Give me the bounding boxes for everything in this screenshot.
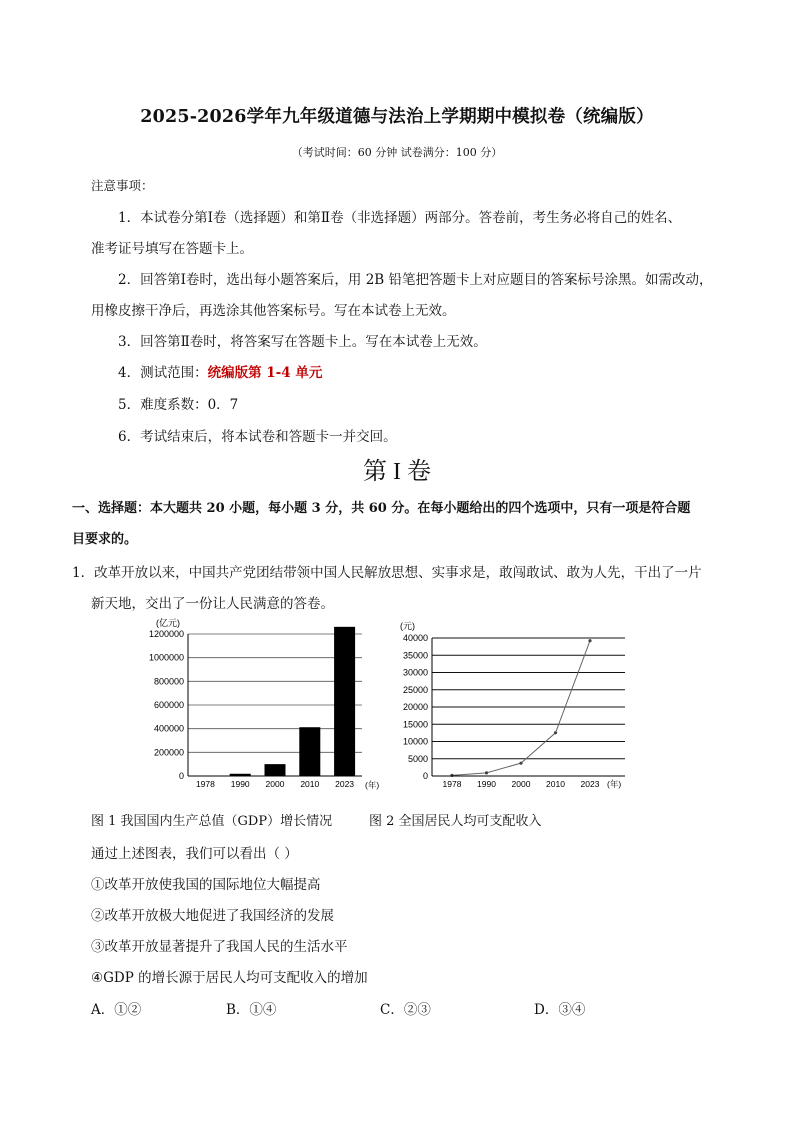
gdp-x-tick-4: 2023 — [335, 779, 355, 789]
note-1-line-2: 准考证号填写在答题卡上。 — [91, 241, 253, 257]
notes-heading: 注意事项： — [91, 178, 154, 193]
income-y-tick-6: 30000 — [402, 667, 428, 678]
gdp-y-tick-2: 400000 — [153, 723, 184, 734]
income-point-2010 — [554, 731, 557, 734]
gdp-x-tick-2: 2000 — [265, 779, 285, 789]
income-y-tick-1: 5000 — [407, 753, 428, 764]
gdp-bar-2010 — [299, 727, 320, 776]
income-y-tick-0: 0 — [422, 771, 428, 781]
income-point-2000 — [519, 762, 522, 765]
note-2-line-2: 用橡皮擦干净后，再选涂其他答案标号。写在本试卷上无效。 — [91, 303, 456, 319]
section-instruction-line-1: 一、选择题：本大题共 20 小题，每小题 3 分，共 60 分。在每小题给出的四个选项中，只有一项是符合题 — [72, 501, 691, 516]
option-b[interactable]: B．①④ — [226, 1002, 277, 1018]
income-x-tick-1: 1990 — [477, 779, 496, 789]
section-title: 第 I 卷 — [363, 459, 431, 485]
income-x-tick-2: 2000 — [511, 779, 531, 789]
income-x-tick-0: 1978 — [442, 779, 462, 789]
note-3: 3．回答第Ⅱ卷时，将答案写在答题卡上。写在本试卷上无效。 — [118, 334, 487, 350]
gdp-y-tick-0: 0 — [178, 771, 184, 781]
option-c[interactable]: C．②③ — [380, 1002, 431, 1018]
gdp-y-tick-1: 200000 — [153, 747, 184, 758]
note-4 — [118, 361, 322, 381]
question-1-stem-line-1: 1．改革开放以来，中国共产党团结带领中国人民解放思想、实事求是，敢闯敢试、敢为人先，干出了一片 — [72, 565, 702, 581]
income-y-tick-7: 35000 — [402, 650, 428, 661]
gdp-x-tick-0: 1978 — [195, 779, 215, 789]
statement-4: ④GDP 的增长源于居民人均可支配收入的增加 — [91, 970, 368, 986]
income-y-tick-5: 25000 — [402, 684, 428, 695]
income-x-tick-3: 2010 — [546, 779, 565, 789]
option-d[interactable]: D．③④ — [534, 1002, 586, 1018]
gdp-x-tick-3: 2010 — [300, 779, 320, 789]
statement-1: ①改革开放使我国的国际地位大幅提高 — [91, 877, 321, 893]
note-4-prefix: 4．测试范围： — [118, 365, 208, 381]
gdp-y-tick-3: 600000 — [153, 700, 184, 710]
exam-info: （考试时间：60 分钟 试卷满分：100 分） — [291, 146, 503, 159]
income-point-2023 — [588, 639, 591, 642]
income-point-1990 — [485, 771, 488, 774]
income-ylabel: (元) — [400, 621, 415, 631]
statement-3: ③改革开放显著提升了我国人民的生活水平 — [91, 939, 348, 955]
figure-1-caption: 图 1 我国国内生产总值（GDP）增长情况 — [91, 814, 333, 829]
option-a[interactable]: A．①② — [91, 1002, 142, 1018]
statement-2: ②改革开放极大地促进了我国经济的发展 — [91, 908, 334, 924]
gdp-ylabel: (亿元) — [156, 618, 180, 628]
section-instruction-line-2: 目要求的。 — [72, 532, 138, 547]
note-2-line-1: 2．回答第Ⅰ卷时，选出每小题答案后，用 2B 铅笔把答题卡上对应题目的答案标号涂黑。如需改动， — [118, 272, 713, 288]
page-title: 2025-2026学年九年级道德与法治上学期期中模拟卷（统编版） — [140, 107, 654, 127]
gdp-xlabel: (年) — [365, 780, 380, 790]
income-xlabel: (年) — [607, 779, 622, 789]
note-5: 5．难度系数：0．7 — [118, 397, 239, 413]
figure-2-caption: 图 2 全国居民人均可支配收入 — [369, 814, 542, 829]
note-6: 6．考试结束后，将本试卷和答题卡一并交回。 — [118, 429, 397, 445]
gdp-bar-chart — [136, 612, 396, 802]
note-1-line-1: 1．本试卷分第Ⅰ卷（选择题）和第Ⅱ卷（非选择题）两部分。答卷前，考生务必将自己的姓名、 — [118, 210, 682, 226]
gdp-bar-2000 — [265, 764, 286, 776]
income-line-chart — [388, 616, 648, 796]
gdp-y-tick-5: 1000000 — [148, 652, 184, 663]
income-series-line — [452, 641, 590, 776]
income-x-tick-4: 2023 — [580, 779, 600, 789]
note-4-scope: 统编版第 1-4 单元 — [207, 365, 323, 381]
gdp-bar-2023 — [334, 627, 355, 776]
gdp-y-tick-6: 1200000 — [148, 629, 184, 639]
question-1-prompt: 通过上述图表，我们可以看出（ ） — [91, 846, 298, 862]
gdp-y-tick-4: 800000 — [153, 676, 184, 687]
income-y-tick-2: 10000 — [402, 736, 428, 747]
income-point-1978 — [450, 774, 453, 777]
income-y-tick-4: 20000 — [402, 702, 428, 712]
gdp-x-tick-1: 1990 — [230, 779, 250, 789]
income-y-tick-8: 40000 — [402, 633, 428, 643]
question-1-stem-line-2: 新天地，交出了一份让人民满意的答卷。 — [91, 596, 334, 612]
income-y-tick-3: 15000 — [402, 719, 428, 730]
